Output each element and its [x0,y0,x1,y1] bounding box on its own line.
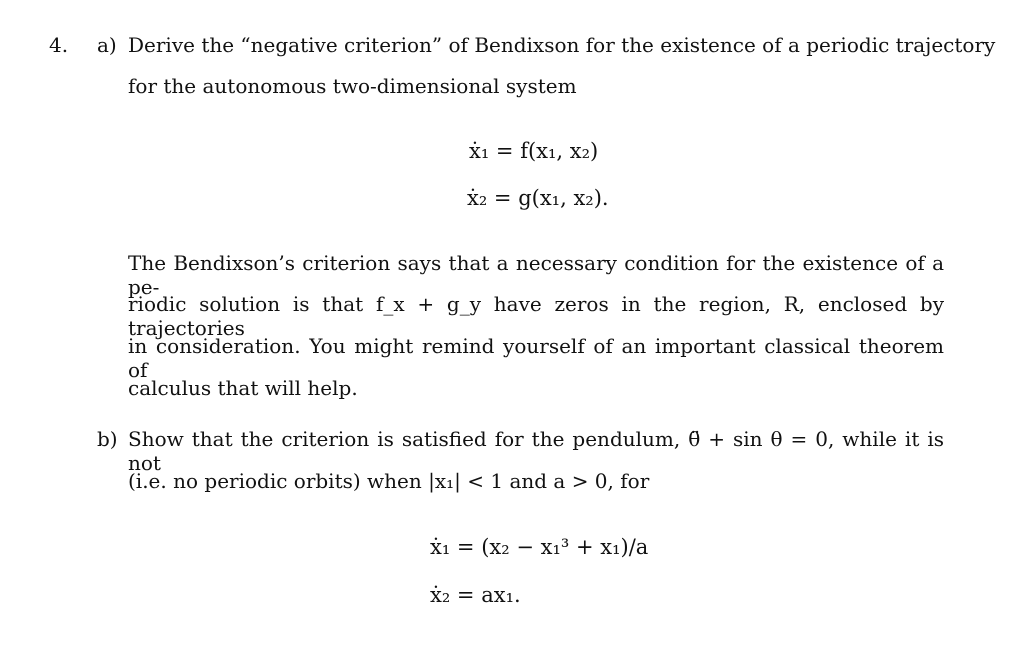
paragraph-line-1: The Bendixson’s criterion says that a necessary condition for the existence of a pe- [128,251,944,299]
equation-b-1 [430,535,648,559]
paragraph-line-4: calculus that will help. [128,376,358,400]
equation-a-2-text: ẋ₂ = g(x₁, x₂). [467,186,609,210]
equation-a-1-text: ẋ₁ = f(x₁, x₂) [469,139,599,163]
part-a-line-1: Derive the “negative criterion” of Bendixson for the existence of a periodic trajectory [128,33,996,57]
equation-a-2 [467,186,609,210]
part-b-line-1: Show that the criterion is satisfied for the pendulum, θ̈ + sin θ = 0, while it is not [128,427,944,475]
equation-b-2 [430,583,521,607]
part-a-label: a) [97,33,117,57]
part-b-label: b) [97,427,118,451]
part-b-line-2: (i.e. no periodic orbits) when |x₁| < 1 and a > 0, for [128,469,650,493]
paragraph-line-3: in consideration. You might remind yourself of an important classical theorem of [128,334,944,382]
paragraph-line-2: riodic solution is that f_x + g_y have zeros in the region, R, enclosed by trajectories [128,292,944,340]
equation-b-1-text: ẋ₁ = (x₂ − x₁³ + x₁)/a [430,535,649,559]
problem-number: 4. [49,33,69,57]
equation-a-1 [469,139,598,163]
equation-b-2-text: ẋ₂ = ax₁. [430,583,521,607]
part-a-line-2: for the autonomous two-dimensional system [128,74,577,98]
